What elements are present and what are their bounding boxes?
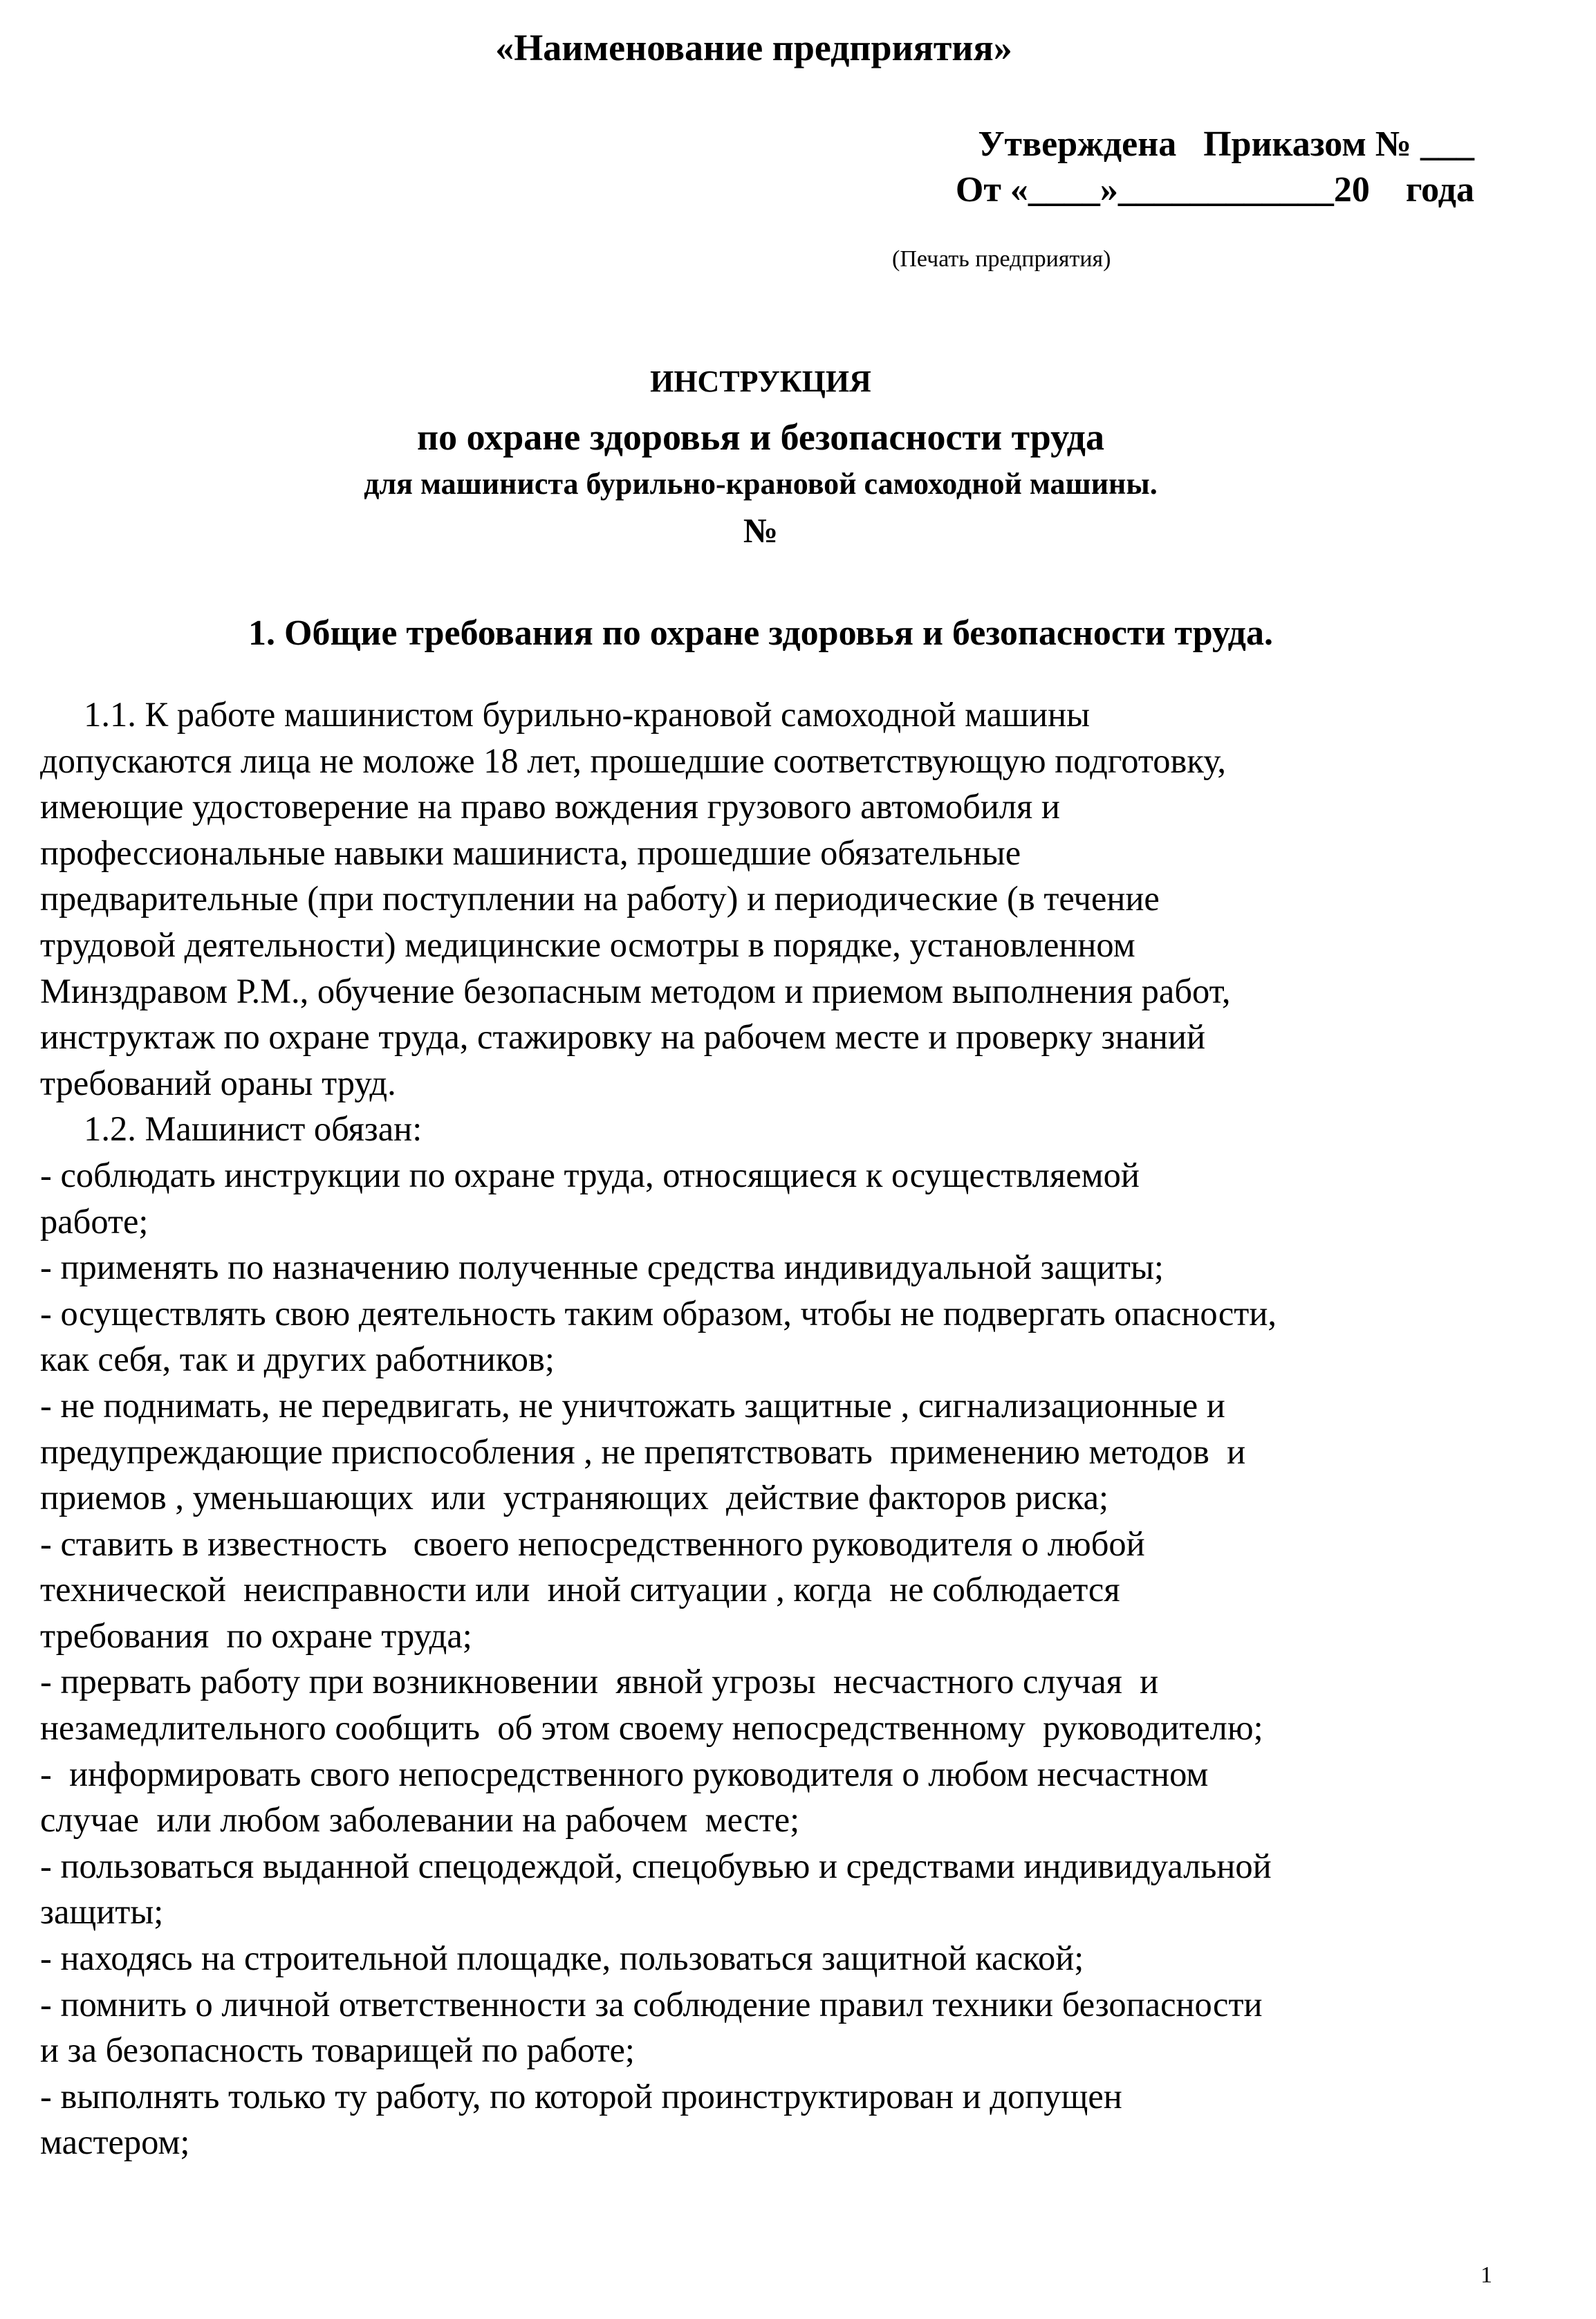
body-line: - помнить о личной ответственности за соблюдение правил техники безопасности (40, 1984, 1263, 2024)
body-line: - не поднимать, не передвигать, не уничтожать защитные , сигнализационные и (40, 1385, 1225, 1425)
instruction-subtitle: по охране здоровья и безопасности труда (416, 416, 1105, 458)
stamp-placeholder: (Печать предприятия) (892, 246, 1111, 272)
instruction-title: ИНСТРУКЦИЯ (650, 364, 871, 398)
body-line: технической неисправности или иной ситуации , когда не соблюдается (40, 1570, 1120, 1609)
instruction-number: № (743, 511, 779, 550)
body-line: - пользоваться выданной спецодеждой, спецобувью и средствами индивидуальной (40, 1846, 1272, 1885)
body-line: трудовой деятельности) медицинские осмотры в порядке, установленном (40, 925, 1135, 964)
body-line: 1.2. Машинист обязан: (40, 1109, 423, 1149)
section-1-heading: 1. Общие требования по охране здоровья и безопасности труда. (248, 613, 1273, 653)
body-line: и за безопасность товарищей по работе; (40, 2031, 635, 2070)
body-line: предупреждающие приспособления , не препятствовать применению методов и (40, 1432, 1246, 1471)
body-line: приемов , уменьшающих или устраняющих действие факторов риска; (40, 1478, 1109, 1517)
body-line: требования по охране труда; (40, 1616, 472, 1655)
body-line: незамедлительного сообщить об этом своему непосредственному руководителю; (40, 1708, 1263, 1748)
body-line: - соблюдать инструкции по охране труда, относящиеся к осуществляемой (40, 1155, 1140, 1194)
body-line: Минздравом Р.М., обучение безопасным методом и приемом выполнения работ, (40, 971, 1231, 1010)
approval-date-line: От «____»____________20 года (955, 170, 1474, 210)
body-line: - прервать работу при возникновении явной угрозы несчастного случая и (40, 1662, 1159, 1701)
approval-order-line: Утверждена Приказом № ___ (978, 124, 1474, 164)
body-line: защиты; (40, 1892, 164, 1932)
body-line: требований ораны труд. (40, 1063, 396, 1102)
body-line: случае или любом заболевании на рабочем месте; (40, 1800, 800, 1840)
body-line: инструктаж по охране труда, стажировку на рабочем месте и проверку знаний (40, 1017, 1205, 1057)
body-line: - ставить в известность своего непосредственного руководителя о любой (40, 1524, 1145, 1563)
body-line: предварительные (при поступлении на работу) и периодические (в течение (40, 879, 1160, 918)
page-number: 1 (1481, 2262, 1492, 2288)
body-line: - информировать свого непосредственного руководителя о любом несчастном (40, 1754, 1209, 1793)
body-line: - находясь на строительной площадке, пользоваться защитной каской; (40, 1939, 1084, 1978)
approval-block (852, 122, 1474, 213)
body-line: - выполнять только ту работу, по которой проинструктирован и допущен (40, 2076, 1122, 2116)
body-line: 1.1. К работе машинистом бурильно-крановой самоходной машины (40, 695, 1091, 734)
body-line: - применять по назначению полученные средства индивидуальной защиты; (40, 1248, 1164, 1287)
body-line: как себя, так и других работников; (40, 1340, 555, 1379)
body-line: мастером; (40, 2123, 190, 2162)
body-line: допускаются лица не моложе 18 лет, прошедшие соответствующую подготовку, (40, 741, 1226, 780)
section-1-body (40, 692, 1492, 2165)
company-name: «Наименование предприятия» (495, 27, 1012, 68)
instruction-target-profession: для машиниста бурильно-крановой самоходной машины. (364, 467, 1158, 501)
body-line: имеющие удостоверение на право вождения грузового автомобиля и (40, 787, 1060, 826)
body-line: - осуществлять свою деятельность таким образом, чтобы не подвергать опасности, (40, 1293, 1277, 1333)
body-line: профессиональные навыки машиниста, прошедшие обязательные (40, 833, 1021, 872)
body-line: работе; (40, 1201, 149, 1241)
